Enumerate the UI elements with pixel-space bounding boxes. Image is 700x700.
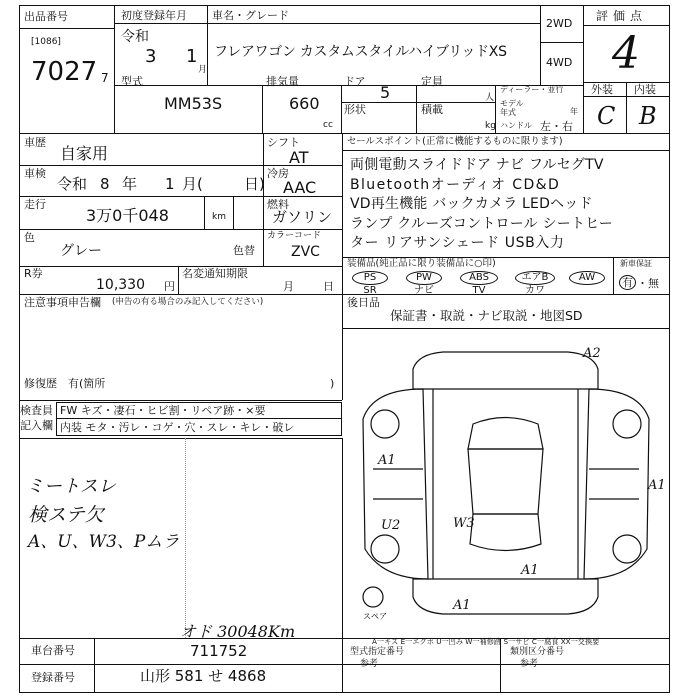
capacity-label: 定員 bbox=[421, 75, 443, 88]
car-name-label: 車名・グレード bbox=[212, 9, 289, 22]
damage-mark: A1 bbox=[378, 453, 396, 468]
inspection-month: 1 bbox=[165, 175, 175, 193]
inspector-label-2: 記入欄 bbox=[20, 419, 53, 432]
lot-subnumber: [1086] bbox=[31, 37, 61, 47]
color-code-label: カラーコード bbox=[267, 231, 322, 241]
lot-label: 出品番号 bbox=[24, 10, 68, 23]
equipment-bottom: カワ bbox=[525, 285, 545, 296]
inspector-row-1: FW キズ・凄石・ヒビ割・リペア跡・×要 bbox=[60, 404, 266, 417]
notes-sub: (申告の有る場合のみ記入してください) bbox=[112, 297, 264, 307]
shift-label: シフト bbox=[267, 136, 300, 149]
handwritten-note-3: A、U、W3、Pムラ bbox=[28, 532, 180, 552]
interior-grade: B bbox=[639, 102, 657, 130]
inspection-year-unit: 年 bbox=[122, 175, 138, 193]
car-damage-diagram bbox=[343, 329, 669, 629]
equipment-label: 装備品(純正品に限り装備品に○印) bbox=[347, 258, 496, 269]
after-items-value: 保証書・取説・ナビ取説・地図SD bbox=[390, 308, 583, 323]
repair-close: ) bbox=[330, 377, 335, 390]
equipment-bottom: SR bbox=[363, 285, 377, 296]
selling-point-line: VD再生機能 バックカメラ LEDヘッド bbox=[350, 196, 593, 212]
handle-value: 左・右 bbox=[540, 120, 573, 133]
registration-month-unit: 月 bbox=[198, 65, 208, 75]
equipment-item bbox=[460, 271, 498, 297]
lot-suffix: 7 bbox=[101, 71, 109, 85]
fuel-label: 燃料 bbox=[267, 198, 289, 211]
damage-mark: A1 bbox=[521, 563, 539, 578]
damage-mark: W3 bbox=[453, 516, 475, 531]
color-label: 色 bbox=[24, 231, 35, 244]
score-label: 評価点 bbox=[596, 9, 648, 23]
fuel-value: ガソリン bbox=[272, 208, 333, 226]
equipment-top: ABS bbox=[460, 271, 498, 285]
shift-value: AT bbox=[289, 148, 309, 167]
selling-point-line: Bluetoothオーディオ CD&D bbox=[350, 176, 561, 193]
damage-legend: A一キズ E一エクボ U一凹み W一補修跡 S一サビ C一腐食 XX一交換要 bbox=[372, 637, 600, 646]
handle-label: ハンドル bbox=[500, 121, 532, 130]
displacement-label: 排気量 bbox=[266, 75, 299, 88]
recycle-unit: 円 bbox=[164, 280, 175, 293]
handwritten-note-1: ミートスレ bbox=[26, 476, 116, 497]
equipment-item bbox=[352, 271, 388, 297]
registration-month: 1 bbox=[186, 46, 198, 67]
after-items-label: 後日品 bbox=[347, 296, 380, 309]
lot-number: 7027 bbox=[31, 57, 98, 87]
type-designation-label: 型式指定番号 bbox=[350, 647, 405, 657]
new-warranty-yes: 有 bbox=[619, 275, 636, 290]
paint-change-label: 色替 bbox=[233, 244, 255, 257]
registration-era: 令和 bbox=[121, 29, 149, 45]
dealer-label: ディーラー・並行 bbox=[500, 85, 564, 94]
inspector-label-1: 検査員 bbox=[20, 404, 53, 417]
load-label: 積載 bbox=[421, 103, 443, 116]
interior-label: 内装 bbox=[634, 83, 656, 96]
inspection-label: 車検 bbox=[24, 167, 46, 180]
mileage-unit: km bbox=[212, 212, 226, 222]
new-warranty-no: ・無 bbox=[637, 277, 659, 290]
model-year-label: モデル 年式 bbox=[500, 99, 524, 117]
chassis-label: 車台番号 bbox=[31, 644, 75, 657]
model-label: 型式 bbox=[121, 75, 143, 88]
class-ref-label: 参考 bbox=[520, 659, 539, 669]
ac-label: 冷房 bbox=[267, 167, 289, 180]
ac-value: AAC bbox=[283, 178, 317, 197]
damage-mark: A1 bbox=[648, 478, 666, 493]
drive-4wd: 4WD bbox=[546, 56, 573, 69]
selling-points-label: セールスポイント(正常に機能するものに限ります) bbox=[347, 136, 563, 147]
usage-label: 車歴 bbox=[24, 136, 46, 149]
type-ref-label: 参考 bbox=[360, 659, 379, 669]
score-value: 4 bbox=[612, 28, 640, 79]
doors-value: 5 bbox=[380, 83, 391, 102]
damage-mark: A1 bbox=[453, 598, 471, 613]
capacity-unit: 人 bbox=[485, 93, 495, 103]
drive-2wd: 2WD bbox=[546, 17, 573, 30]
equipment-item bbox=[406, 271, 442, 297]
car-name: フレアワゴン カスタムスタイルハイブリッドXS bbox=[214, 44, 507, 60]
equipment-top: エアB bbox=[515, 271, 555, 285]
mileage-label: 走行 bbox=[24, 198, 46, 211]
name-change-month: 月 bbox=[283, 280, 294, 293]
selling-point-line: 両側電動スライドドア ナビ フルセグTV bbox=[350, 157, 604, 173]
doors-label: ドア bbox=[344, 75, 366, 88]
color-code-value: ZVC bbox=[291, 244, 320, 260]
recycle-label: R券 bbox=[24, 267, 43, 280]
selling-point-line: ター リアサンシェード USB入力 bbox=[350, 235, 565, 251]
usage-value: 自家用 bbox=[60, 144, 109, 163]
plate-label: 登録番号 bbox=[31, 671, 75, 684]
exterior-grade: C bbox=[597, 102, 616, 130]
inspection-month-unit: 月( bbox=[182, 175, 203, 193]
equipment-top: AW bbox=[569, 271, 605, 285]
mileage-value: 3万0千048 bbox=[86, 206, 169, 225]
repair-history-label: 修復歴 bbox=[24, 377, 57, 390]
name-change-day: 日 bbox=[323, 280, 334, 293]
displacement-value: 660 bbox=[289, 94, 320, 113]
inspection-era: 令和 bbox=[57, 175, 88, 193]
recycle-value: 10,330 bbox=[96, 277, 145, 293]
displacement-unit: cc bbox=[323, 120, 333, 130]
load-unit: kg bbox=[485, 121, 496, 131]
shape-label: 形状 bbox=[344, 103, 366, 116]
inspection-day-unit: 日) bbox=[244, 175, 265, 193]
selling-points-list bbox=[350, 156, 668, 254]
first-registration-label: 初度登録年月 bbox=[121, 9, 187, 22]
damage-mark: A2 bbox=[583, 346, 601, 361]
color-value: グレー bbox=[60, 243, 102, 259]
registration-year: 3 bbox=[145, 46, 157, 67]
inspector-row-2: 内装 モタ・汚レ・コゲ・穴・スレ・キレ・破レ bbox=[60, 421, 295, 434]
equipment-top: PS bbox=[352, 271, 388, 285]
selling-point-line: ランプ クルーズコントロール シートヒー bbox=[350, 215, 613, 232]
inspection-year: 8 bbox=[100, 175, 110, 193]
model-year-unit: 年 bbox=[570, 107, 578, 116]
equipment-item bbox=[515, 271, 555, 297]
equipment-bottom: TV bbox=[472, 285, 486, 296]
equipment-item bbox=[569, 271, 605, 285]
handwritten-mileage: オド 30048Km bbox=[180, 622, 296, 641]
spare-label: スペア bbox=[363, 612, 387, 621]
damage-mark: U2 bbox=[381, 518, 401, 533]
class-label: 類別区分番号 bbox=[510, 647, 565, 657]
new-warranty-label: 新車保証 bbox=[620, 259, 652, 268]
notes-label: 注意事項申告欄 bbox=[24, 296, 101, 309]
chassis-number: 711752 bbox=[190, 642, 248, 660]
plate-number: 山形 581 せ 4868 bbox=[140, 667, 267, 685]
equipment-top: PW bbox=[406, 271, 442, 285]
equipment-bottom: ナビ bbox=[414, 285, 434, 296]
exterior-label: 外装 bbox=[591, 83, 613, 96]
handwritten-note-2: 検ステ欠 bbox=[28, 504, 104, 526]
repair-history-value: 有(箇所 bbox=[68, 377, 106, 390]
model-code: MM53S bbox=[164, 94, 223, 113]
name-change-label: 名変通知期限 bbox=[182, 267, 248, 280]
